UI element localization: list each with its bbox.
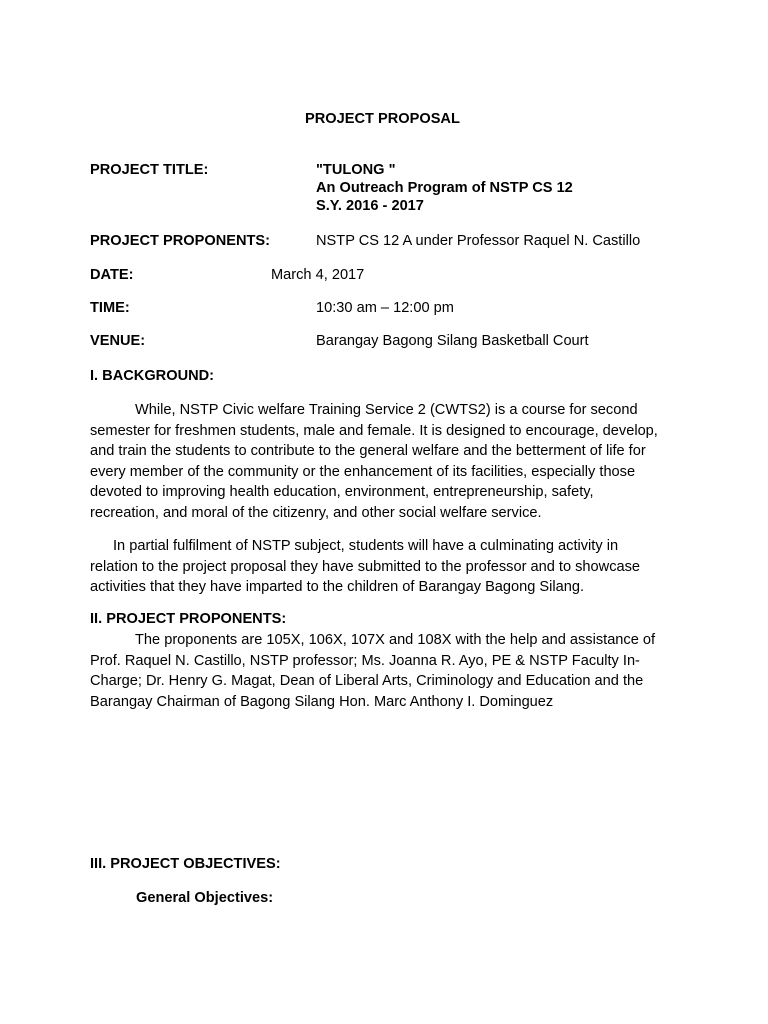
document-heading: PROJECT PROPOSAL	[305, 111, 460, 127]
project-title-line-1: "TULONG "	[316, 162, 396, 178]
paragraph-line: relation to the project proposal they have submitted to the professor and to showcase	[90, 558, 641, 575]
paragraph-line: semester for freshmen students, male and female. It is designed to encourage, develop,	[90, 422, 658, 439]
time-value: 10:30 am – 12:00 pm	[316, 300, 454, 316]
venue-label: VENUE:	[90, 333, 146, 349]
paragraph-line: and train the students to contribute to the general welfare and the betterment of life for	[90, 443, 646, 460]
proponents-paragraph	[90, 630, 690, 712]
paragraph-line: every member of the community or the enhancement of its facilities, especially those	[90, 463, 636, 480]
date-label: DATE:	[90, 267, 134, 283]
general-objectives-heading: General Objectives:	[136, 890, 274, 906]
proponents-section-heading: II. PROJECT PROPONENTS:	[90, 611, 287, 627]
date-value: March 4, 2017	[271, 267, 365, 283]
paragraph-line: activities that they have imparted to the children of Barangay Bagong Silang.	[90, 579, 585, 596]
paragraph-line: devoted to improving health education, environment, entrepreneurship, safety,	[90, 484, 594, 501]
paragraph-line: Barangay Chairman of Bagong Silang Hon. Marc Anthony I. Dominguez	[90, 693, 554, 710]
paragraph-line: Charge; Dr. Henry G. Magat, Dean of Liberal Arts, Criminology and Education and the	[90, 673, 644, 690]
paragraph-line: In partial fulfilment of NSTP subject, students will have a culminating activity in	[113, 538, 619, 554]
paragraph-line: Prof. Raquel N. Castillo, NSTP professor; Ms. Joanna R. Ayo, PE & NSTP Faculty In-	[90, 652, 640, 669]
paragraph-line: recreation, and moral of the citizenry, and other social welfare service.	[90, 504, 542, 521]
venue-value: Barangay Bagong Silang Basketball Court	[316, 333, 589, 349]
background-paragraph-2	[90, 536, 690, 598]
project-title-label: PROJECT TITLE:	[90, 162, 209, 178]
paragraph-line: The proponents are 105X, 106X, 107X and 108X with the help and assistance of	[135, 632, 656, 648]
project-title-line-2: An Outreach Program of NSTP CS 12	[316, 180, 573, 196]
background-heading: I. BACKGROUND:	[90, 368, 215, 384]
objectives-heading: III. PROJECT OBJECTIVES:	[90, 856, 281, 872]
time-label: TIME:	[90, 300, 130, 316]
project-proponents-value: NSTP CS 12 A under Professor Raquel N. Castillo	[316, 233, 641, 249]
background-paragraph-1	[90, 400, 690, 524]
project-title-line-3: S.Y. 2016 - 2017	[316, 198, 424, 214]
project-proponents-label: PROJECT PROPONENTS:	[90, 233, 271, 249]
paragraph-line: While, NSTP Civic welfare Training Service 2 (CWTS2) is a course for second	[135, 402, 638, 418]
